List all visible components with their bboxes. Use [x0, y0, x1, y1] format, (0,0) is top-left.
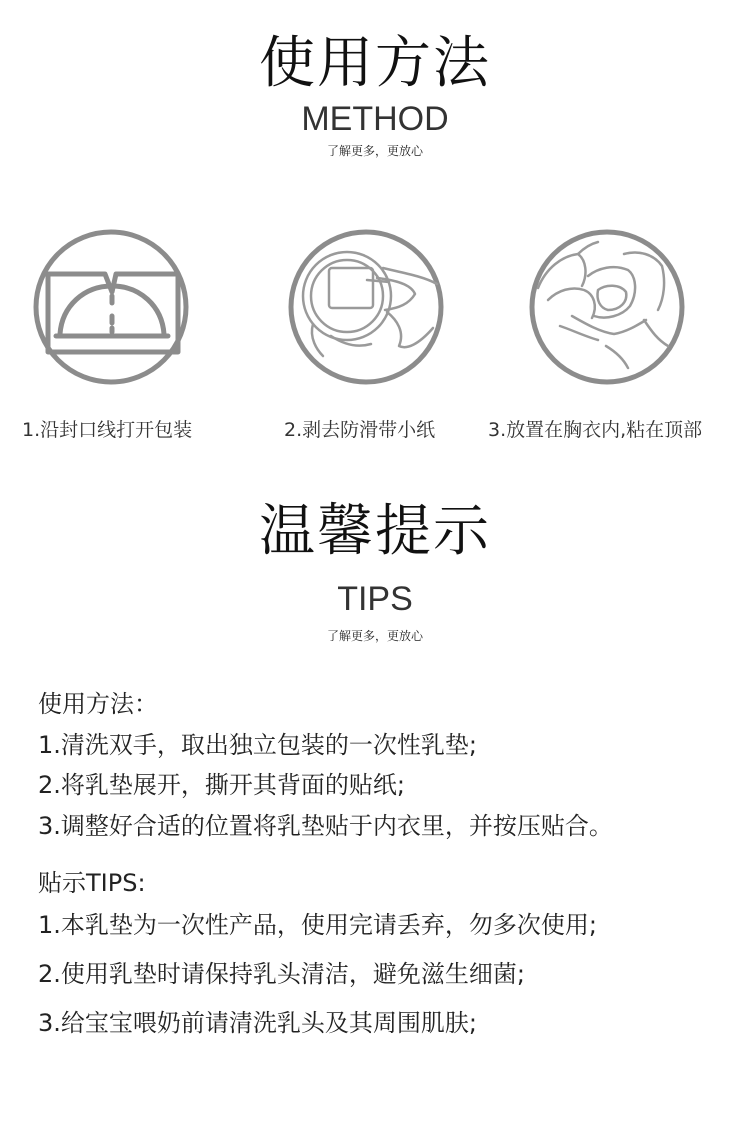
tips-line-3: 3.给宝宝喂奶前请清洗乳头及其周围肌肤; — [38, 1009, 477, 1037]
tips-title: 温馨提示 — [259, 499, 491, 564]
place-in-bra-icon — [528, 228, 686, 386]
usage-line-1: 1.清洗双手，取出独立包装的一次性乳垫; — [38, 731, 477, 759]
method-subtitle: 了解更多，更放心 — [326, 144, 423, 158]
step-label-1: 1.沿封口线打开包装 — [22, 419, 193, 441]
tips-title-en: TIPS — [337, 580, 413, 618]
step-label-3: 3.放置在胸衣内,粘在顶部 — [488, 419, 703, 441]
tips-subtitle: 了解更多，更放心 — [326, 629, 423, 643]
tips-heading: 贴示TIPS: — [38, 869, 146, 897]
tips-line-2: 2.使用乳垫时请保持乳头清洁，避免滋生细菌; — [38, 960, 525, 988]
step-label-2: 2.剥去防滑带小纸 — [284, 419, 436, 441]
open-package-icon — [32, 228, 190, 386]
peel-strip-icon — [287, 228, 445, 386]
usage-heading: 使用方法： — [38, 690, 158, 718]
usage-line-2: 2.将乳垫展开，撕开其背面的贴纸; — [38, 771, 405, 799]
method-title-en: METHOD — [301, 100, 449, 138]
usage-line-3: 3.调整好合适的位置将乳垫贴于内衣里，并按压贴合。 — [38, 812, 613, 840]
method-title: 使用方法 — [259, 31, 491, 96]
tips-line-1: 1.本乳垫为一次性产品，使用完请丢弃，勿多次使用; — [38, 911, 597, 939]
